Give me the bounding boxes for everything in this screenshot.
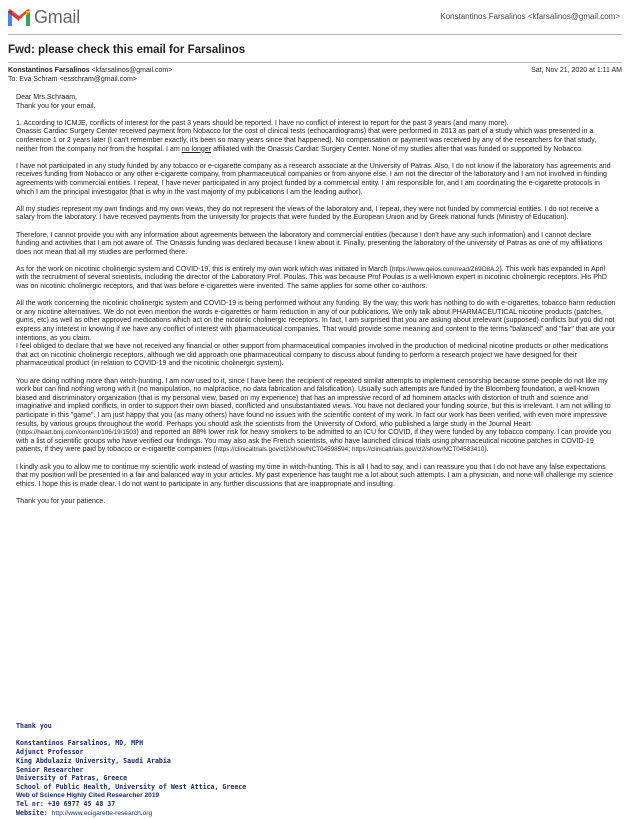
paragraph-8: I kindly ask you to allow me to continue my scientific work instead of wasting my time in witch-hunting. This is all I had to say, and i can reassure you that I do not have any false expectations that my position will be presented in a fair and balanced way in your articles. My past experience has taught me a lot about such attempts. I am a physician, and none will challenge my science ethics. I hope this is made clear. I do not want to participate in any further discussions that are inappropriate and insulting. [16, 463, 613, 488]
paragraph-5-start: As for the work on nicotinic cholinergic system and COVID-19, this is entirely my own work which was initiated in March ( [16, 265, 392, 273]
to-value: Eva Schram <esschram@gmail.com> [19, 76, 137, 83]
paragraph-2: I have not participated in any study funded by any tobacco or e-cigarette company as a research associate at the University of Patras. Also, I do not know if the laboratory has agreements and receives funding from Nobacco or any other e-cigarette company, from pharmaceutical companies or from anyone else. I am not the director of the laboratory and I am not involved in funding agreements with commercial entities. I repeat, I have never participated in any project funded by a commercial entity. I am responsible for, and I am coordinating the e-cigarette protocols in which I am the principal investigator (that is why in the vast majority of my publications I am the leading author). [16, 162, 611, 196]
website-link[interactable]: http://www.ecigarette-research.org [51, 810, 153, 818]
signature-tel: Tel nr: +30 6977 45 48 37 [16, 800, 116, 809]
no-longer-underlined: no longer [181, 145, 212, 153]
signature-line: Konstantinos Farsalinos, MD, MPH [16, 739, 144, 748]
signature-line: School of Public Health, University of West Attica, Greece [16, 782, 247, 791]
signature-thanks: Thank you [16, 722, 52, 730]
account-label: Konstantinos Farsalinos <kfarsalinos@gmail.com> [440, 12, 620, 21]
clinicaltrials-link-1[interactable]: https://clinicaltrials.gov/ct2/show/NCT04598594 [215, 446, 349, 454]
paragraph-6 [16, 300, 616, 369]
qeios-link[interactable]: https://www.qeios.com/read/Z69O8A.2 [391, 265, 500, 273]
paragraph-1 [16, 120, 616, 154]
paragraph-1a: 1. According to ICMJE, conflicts of interest for the past 3 years should be reported. I have no conflict of interest to report for the past 3 years (and many more). [16, 119, 509, 127]
paragraph-3: All my studies represent my own findings and my own views, they do not represent the views of the laboratory and, I repeat, they were not funded by commercial entities. I do not receive a salary from the laboratory. I have received payments from the university for projects that were funded by the European Union and by Greek national funds (Ministry of Education). [16, 205, 599, 222]
paragraph-9: Thank you for your patience. [16, 497, 106, 505]
gmail-wordmark: Gmail [34, 6, 81, 27]
email-date: Sat, Nov 21, 2020 at 1:11 AM [531, 67, 622, 74]
signature-wos: Web of Science Highly Cited Researcher 2019 [16, 791, 160, 799]
sender-address: <kfarsalinos@gmail.com> [91, 67, 173, 74]
signature-gap [16, 731, 616, 740]
email-subject: Fwd: please check this email for Farsalinos [8, 44, 246, 56]
signature-website-row [16, 809, 616, 819]
header-divider [8, 34, 622, 35]
paragraph-1b-end: affiliated with the Onassis Cardiac Surgery Center. None of my studies after that was funded or supported by Nobacco. [213, 145, 584, 153]
website-label: Website: [16, 809, 48, 818]
link-separator: ; [348, 446, 353, 454]
gmail-m-icon [8, 9, 30, 26]
subject-divider [8, 62, 622, 63]
paragraph-6b: I feel obliged to declare that we have not received any financial or other support from pharmaceutical companies involved in the production of medicinal nicotine products or other medications that act on nicotinic cholinergic receptors, although we did approach one pharmaceutical company to discuss about funding to perform a research project we have designed for their pharmaceutical product (in relation to COVID-19 and the nicotinic cholinergic system). [16, 343, 609, 368]
paragraph-6a: All the work concerning the nicotinic cholinergic system and COVID-19 is being performed without any funding. By the way, this work has nothing to do with e-cigarettes, tobacco harm reduction or any nicotine alternatives. We do not even mention the words e-cigarettes or harm reduction in any of our publications. We only talk about PHARMACEUTICAL nicotine products (patches, gums, etc) as well as other approved medications which act on the nicotinic cholinergic receptors. In fact, I am surprised that you are asking about irrelevant (supposed) conflicts but you did not express any interest in knowing if we have any conflict of interest with pharmaceutical companies. That would provide some meaning and content to the terms "balanced" and "fair" that are your intentions, as you claim. [16, 300, 616, 342]
paragraph-5-end: ). This work has expanded in April with the recruitment of several scientists, including the director of the Laboratory Prof. Poulas. This was because Prof Poulas is a well-known expert in nicotinic cholinergic receptors. His PhD was on nicotinic cholinergic receptors, and that was before e-cigarettes were invented. The same applies for some other co-authors. [16, 265, 607, 291]
to-label: To: [8, 76, 18, 83]
paragraph-4: Therefore, I cannot provide you with any information about agreements between the laboratory and commercial entities (because I don't have any such information) and I cannot declare funding and activities that I am not aware of. The Onassis funding was declared because I knew about it. Finally, presenting the laboratory of the university of Patras as one of my affiliations does not mean that all my studies are performed there. [16, 231, 603, 256]
greeting-block [16, 94, 616, 111]
sender-name: Konstantinos Farsalinos [8, 67, 90, 74]
paragraph-7 [16, 378, 616, 455]
paragraph-5 [16, 266, 616, 292]
thanks-line: Thank you for your email. [16, 102, 96, 110]
paragraph-7-start: You are doing nothing more than witch-hunting. I am now used to it, since I have been the recipient of repeated similar attempts to implement censorship because some people do not like my work but can find nothing wrong with it (no manipulation, no malpractice, no data fabrication and falsification). Usually such attempts are funded by the Bloomberg foundation, a well-known biased and discriminatory organization (that is my personal view, based on my experience) that has an impressive record of ad hominem attacks with distortion of truth and science and imaginative and implied conflicts, in order to support their own biased, conflicted and unsubstantiated views. You have not declared your funding source, but this is irrelevant. I am not willing to participate in this "game". I am just happy that you (as many others) have found no issues with the scientific content of my work. In fact our work has been verified, with even more impressive results, by various groups throughout the world. Perhaps you should ask the scientists from the University of Oxford, who published a large study in the Journal Heart ( [16, 377, 611, 437]
clinicaltrials-link-2[interactable]: https://clinicaltrials.gov/ct2/show/NCT04583410 [352, 446, 485, 454]
signature [16, 722, 616, 819]
to-line [8, 76, 137, 83]
top-bar [0, 0, 630, 30]
paragraph-1b-start: Onassis Cardiac Surgery Center received payment from Nobacco for the cost of clinical tests (echocardiograms) that were performed in 2013 as part of a study which was presented in a conference 1 or 2 years later (I can't remember exactly, it's been so many years since that happened). No compensation or payment was received by any of the researchers for that study, neither from the company nor from the hospital. I am [16, 128, 597, 153]
signature-line: University of Patras, Greece [16, 774, 128, 783]
gmail-logo[interactable] [8, 6, 80, 28]
email-body [16, 94, 616, 515]
greeting: Dear Mrs Schraam, [16, 94, 78, 101]
paragraph-7-middle: ) and reported an 88% lower risk for heavy smokers to be admitted to an ICU for COVID, if they were funded by any tobacco company. I can provide you with a list of scientific groups who have verified our findings. You may also ask the French scientists, who have launched clinical trials using pharmaceutical nicotine patches in COVID-19 patients, if they were paid by tobacco or e-cigarette companies ( [16, 429, 611, 454]
signature-line: Senior Researcher [16, 765, 84, 774]
paragraph-7-end: ). [484, 446, 489, 454]
signature-line: King Abdulaziz University, Saudi Arabia [16, 756, 171, 765]
signature-line: Adjunct Professor [16, 748, 84, 757]
heart-bmj-link[interactable]: https://heart.bmj.com/content/106/19/1503 [18, 429, 137, 437]
from-line [8, 67, 622, 74]
